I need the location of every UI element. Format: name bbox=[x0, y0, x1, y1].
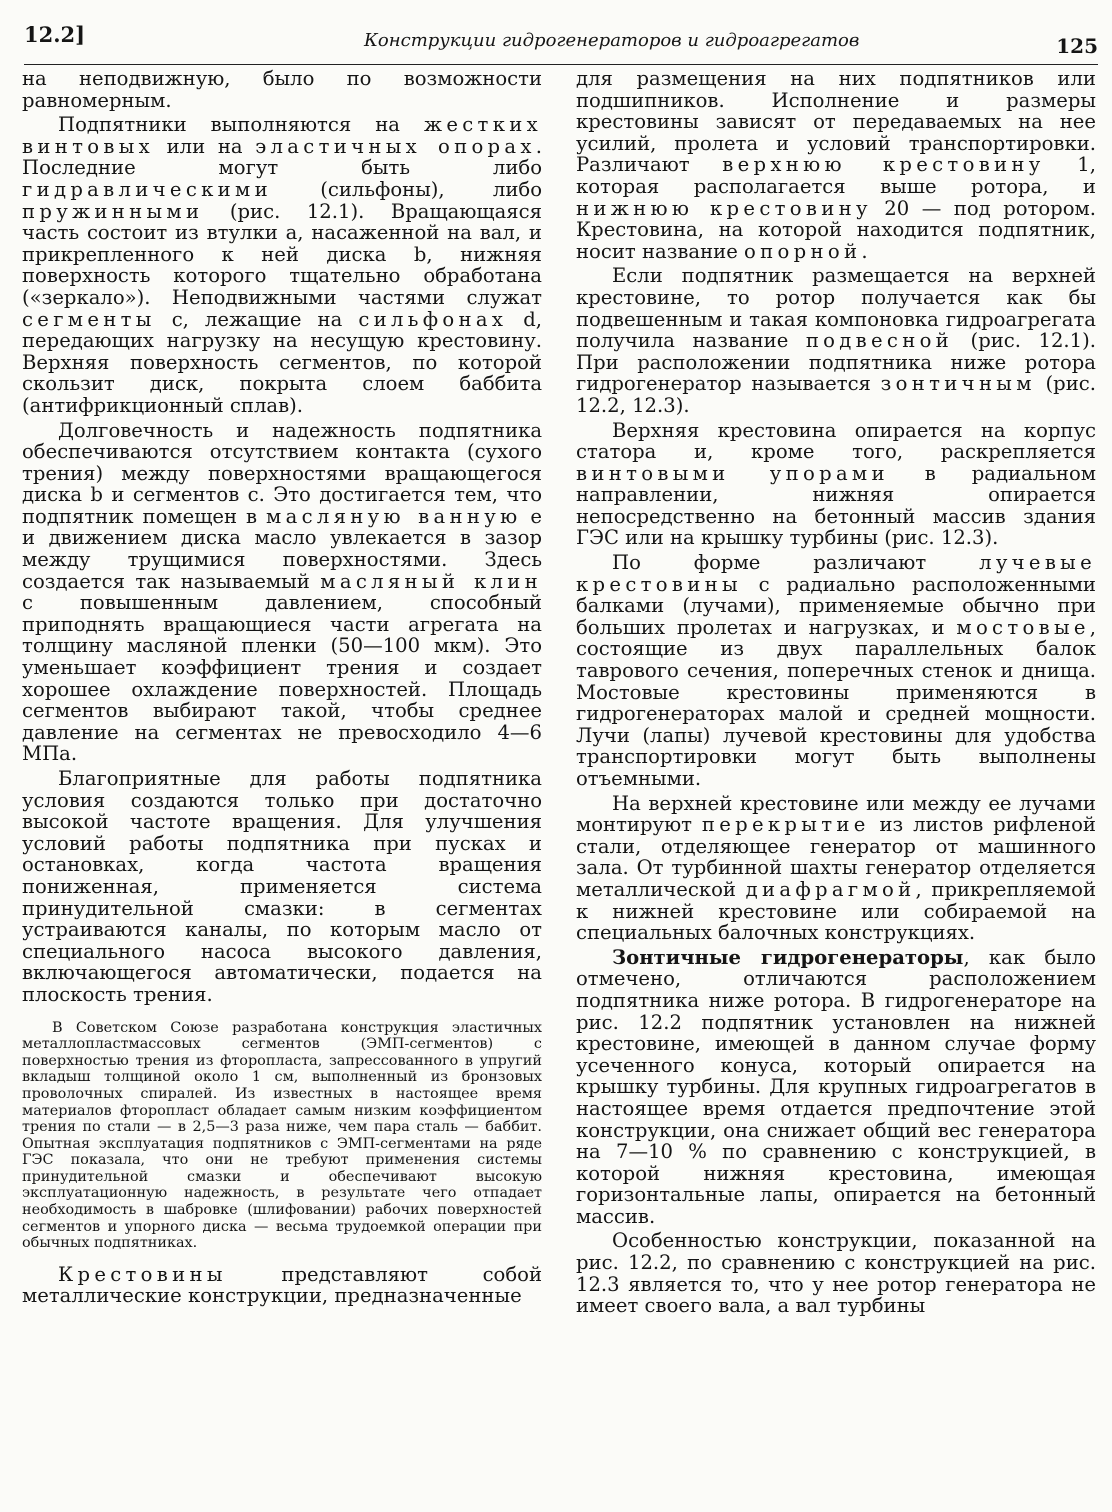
paragraph-umbrella: Зонтичные гидрогенераторы, как было отмечено, отличаются расположением подпятника ниже ротора. В гидрогенераторе на рис. 12.2 подпятник установлен на нижней крестовине, имеющей в данном случае форму усеченного конуса, который опирается на крышку турбины. Для крупных гидроагрегатов в настоящее время отдается предпочтение этой конструкции, она снижает общий вес генератора на 7—10 % по сравнению с конструкцией, в которой нижняя крестовина, имеющая горизонтальные лапы, опирается на бетонный массив. bbox=[576, 945, 1096, 1228]
spaced-term: пружинными bbox=[22, 199, 204, 223]
spaced-term: зонтичным bbox=[880, 372, 1036, 396]
spaced-term: винтовыми упорами bbox=[576, 461, 889, 485]
paragraph-durability: Долговечность и надежность подпятника обеспечиваются отсутствием контакта (сухого трения) между поверхностями вращающегося диска b и сегментов c. Это достигается тем, что подпятник помещен в масляную ванную e и движением диска масло увлекается в зазор между трущимися поверхностями. Здесь создается так называемый масляный клин с повышенным давлением, способный приподнять вращающиеся части агрегата на толщину масляной пленки (50—100 мкм). Это уменьшает коэффициент трения и создает хорошее охлаждение поверхностей. Площадь сегментов выбирают такой, чтобы среднее давление на сегментах не превосходило 4—6 МПа. bbox=[22, 418, 542, 766]
spaced-term: опорной bbox=[744, 239, 862, 263]
section-number: 12.2] bbox=[24, 22, 86, 47]
spaced-term: перекрытие bbox=[701, 813, 870, 837]
spaced-term: лучевые крестовины bbox=[576, 551, 1096, 596]
spaced-term: гидравлическими bbox=[22, 177, 272, 201]
paragraph-thrust-bearings: Подпятники выполняются на жестких винтовых или на эластичных опорах. Последние могут быть либо гидравлическими (сильфоны), либо пружинными (рис. 12.1). Вращающаяся часть состоит из втулки a, насаженной на вал, и прикрепленного к ней диска b, нижняя поверхность которого тщательно обработана («зеркало»). Неподвижными частями служат сегменты c, лежащие на сильфонах d, передающих нагрузку на несущую крестовину. Верхняя поверхность сегментов, по которой скользит диск, покрыта слоем баббита (антифрикционный сплав). bbox=[22, 113, 542, 417]
paragraph-upper-spider: Верхняя крестовина опирается на корпус статора и, кроме того, раскрепляется винтовыми упорами в радиальном направлении, нижняя опирается непосредственно на бетонный массив здания ГЭС или на крышку турбины (рис. 12.3). bbox=[576, 418, 1096, 550]
spaced-term: сильфонах bbox=[358, 307, 508, 331]
paragraph-spider-forms: По форме различают лучевые крестовины с радиально расположенными балками (лучами), применяемые обычно при больших пролетах и нагрузках, и мостовые, состоящие из двух параллельных балок таврового сечения, поперечных стенок и днища. Мостовые крестовины применяются в гидрогенераторах малой и средней мощности. Лучи (лапы) лучевой крестовины для удобства транспортировки могут быть выполнены отъемными. bbox=[576, 551, 1096, 790]
right-column bbox=[576, 68, 1096, 1504]
chapter-title: Конструкции гидрогенераторов и гидроагрегатов bbox=[364, 30, 860, 51]
footnote-text: В Советском Союзе разработана конструкция эластичных металлопластмассовых сегментов (ЭМП-сегментов) с поверхностью трения из фторопласта, запрессованного в упругий вкладыш толщиной около 1 см, выполненный из бронзовых проволочных спиралей. Из известных в настоящее время материалов фторопласт обладает самым низким коэффициентом трения по стали — в 2,5—3 раза ниже, чем пара сталь — баббит. Опытная эксплуатация подпятников с ЭМП-сегментами на ряде ГЭС показала, что они не требуют применения системы принудительной смазки и обеспечивают высокую эксплуатационную надежность, в результате чего отпадает необходимость в шабровке (шлифовании) рабочих поверхностей сегментов и упорного диска — весьма трудоемкой операции при обычных подпятниках. bbox=[22, 1019, 542, 1252]
spaced-term: эластичных опорах bbox=[255, 134, 536, 158]
paragraph-covering: На верхней крестовине или между ее лучами монтируют перекрытие из листов рифленой стали, отделяющее генератор от машинного зала. От турбинной шахты генератор отделяется металлической диафрагмой, прикрепляемой к нижней крестовине или собираемой на специальных балочных конструкциях. bbox=[576, 791, 1096, 945]
footnote-block bbox=[22, 1020, 542, 1252]
bold-term: Зонтичные гидрогенераторы bbox=[612, 945, 964, 969]
spaced-term: Крестовины bbox=[58, 1262, 227, 1286]
spaced-term: мостовые bbox=[956, 615, 1090, 639]
spaced-term: нижнюю крестовину bbox=[576, 196, 872, 220]
paragraph-suspended: Если подпятник размещается на верхней крестовине, то ротор получается как бы подвешенным и такая компоновка гидроагрегата получила название подвесной (рис. 12.1). При расположении подпятника ниже ротора гидрогенератор называется зонтичным (рис. 12.2, 12.3). bbox=[576, 264, 1096, 417]
paragraph-spiders-continued: для размещения на них подпятников или подшипников. Исполнение и размеры крестовины зависят от передаваемых на нее усилий, пролета и условий транспортировки. Различают верхнюю крестовину 1, которая располагается выше ротора, и нижнюю крестовину 20 — под ротором. Крестовина, на которой находится подпятник, носит название опорной. bbox=[576, 68, 1096, 263]
spaced-term: масляную ванную bbox=[266, 504, 522, 528]
spaced-term: диафрагмой bbox=[745, 877, 916, 901]
spaced-term: верхнюю крестовину bbox=[722, 153, 1045, 177]
spaced-term: жестких винтовых bbox=[22, 113, 542, 158]
spaced-term: масляный клин bbox=[320, 569, 542, 593]
paragraph-lubrication: Благоприятные для работы подпятника условия создаются только при достаточно высокой частоте вращения. Для улучшения условий работы подпятника при пусках и остановках, когда частота вращения пониженная, применяется система принудительной смазки: в сегментах устраиваются каналы, по которым масло от специального насоса высокого давления, включающегося автоматически, подается на плоскость трения. bbox=[22, 767, 542, 1006]
left-column bbox=[22, 68, 542, 1504]
page-number: 125 bbox=[1056, 34, 1098, 58]
paragraph-feature: Особенностью конструкции, показанной на рис. 12.2, по сравнению с конструкцией на рис. 12.3 является то, что у нее ротор генератора не имеет своего вала, а вал турбины bbox=[576, 1229, 1096, 1318]
paragraph-continued: на неподвижную, было по возможности равномерным. bbox=[22, 68, 542, 112]
running-header bbox=[24, 18, 1098, 65]
spaced-term: сегменты bbox=[22, 307, 156, 331]
spaced-term: подвесной bbox=[805, 329, 954, 353]
paragraph-spiders: Крестовины представляют собой металлические конструкции, предназначенные bbox=[22, 1262, 542, 1308]
